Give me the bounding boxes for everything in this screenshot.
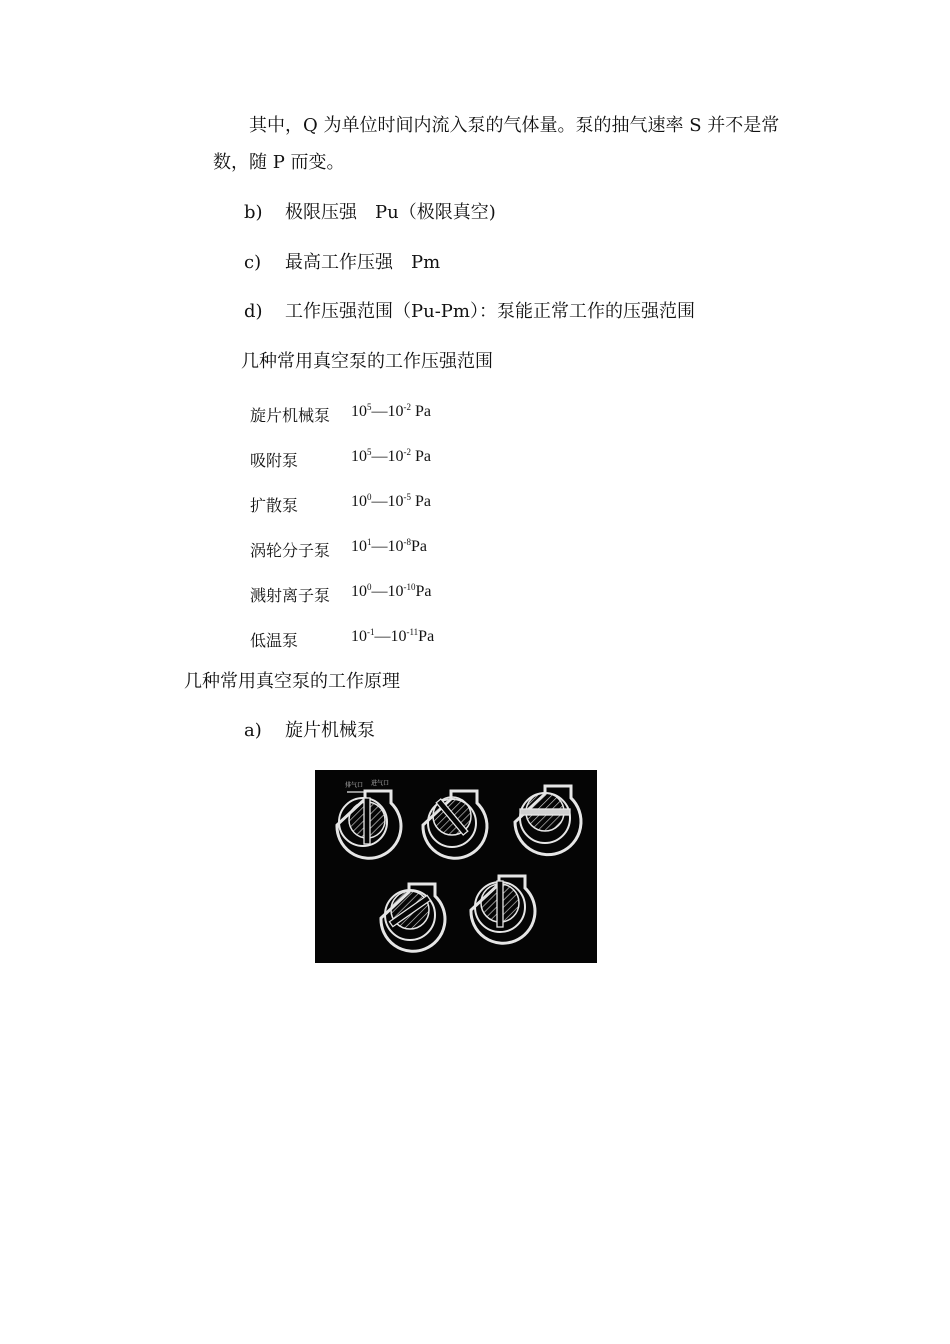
- pump-name: 旋片机械泵: [250, 406, 331, 425]
- paragraph-line-2: 数，随 P 而变。: [213, 152, 345, 173]
- pump-stage-3: [515, 786, 581, 855]
- item-b-marker: b): [244, 202, 263, 223]
- pump-range: $10^5—10^{-2}$ Pa: [351, 447, 431, 465]
- pump-stage-1: [337, 779, 401, 858]
- item-c-text: 最高工作压强 Pm: [285, 252, 441, 273]
- pump-stage-4: [381, 884, 445, 951]
- principle-heading: 几种常用真空泵的工作原理: [184, 671, 400, 692]
- paragraph-line-1: 其中，Q 为单位时间内流入泵的气体量。泵的抽气速率 S 并不是常: [249, 115, 780, 136]
- pump-range: $10^1—10^{-8}Pa$: [351, 537, 427, 555]
- item-a-marker: a): [244, 720, 262, 741]
- intake-label: 进气口: [371, 780, 390, 787]
- pump-range: $10^5—10^{-2}$ Pa: [351, 402, 431, 420]
- rotary-vane-pump-figure: [315, 770, 597, 963]
- pump-range: $10^0—10^{-10}Pa$: [351, 582, 432, 600]
- item-a-text: 旋片机械泵: [285, 720, 375, 741]
- item-d-text: 工作压强范围（Pu-Pm）：泵能正常工作的压强范围: [285, 301, 695, 322]
- range-heading: 几种常用真空泵的工作压强范围: [241, 351, 493, 372]
- item-c-marker: c): [244, 252, 262, 273]
- exhaust-label: 排气口: [345, 782, 364, 789]
- item-b-text: 极限压强 Pu（极限真空): [285, 202, 496, 223]
- pump-stage-2: [423, 791, 487, 858]
- pump-name: 溅射离子泵: [250, 586, 331, 605]
- pump-name: 涡轮分子泵: [250, 541, 331, 560]
- pump-name: 扩散泵: [250, 496, 299, 515]
- pump-name: 低温泵: [250, 631, 299, 650]
- item-d-marker: d): [244, 301, 263, 322]
- pump-range: $10^0—10^{-5}$ Pa: [351, 492, 431, 510]
- pump-name: 吸附泵: [250, 451, 299, 470]
- pump-range: $10^{-1}—10^{-11}Pa$: [351, 627, 435, 645]
- pump-stage-5: [471, 876, 535, 943]
